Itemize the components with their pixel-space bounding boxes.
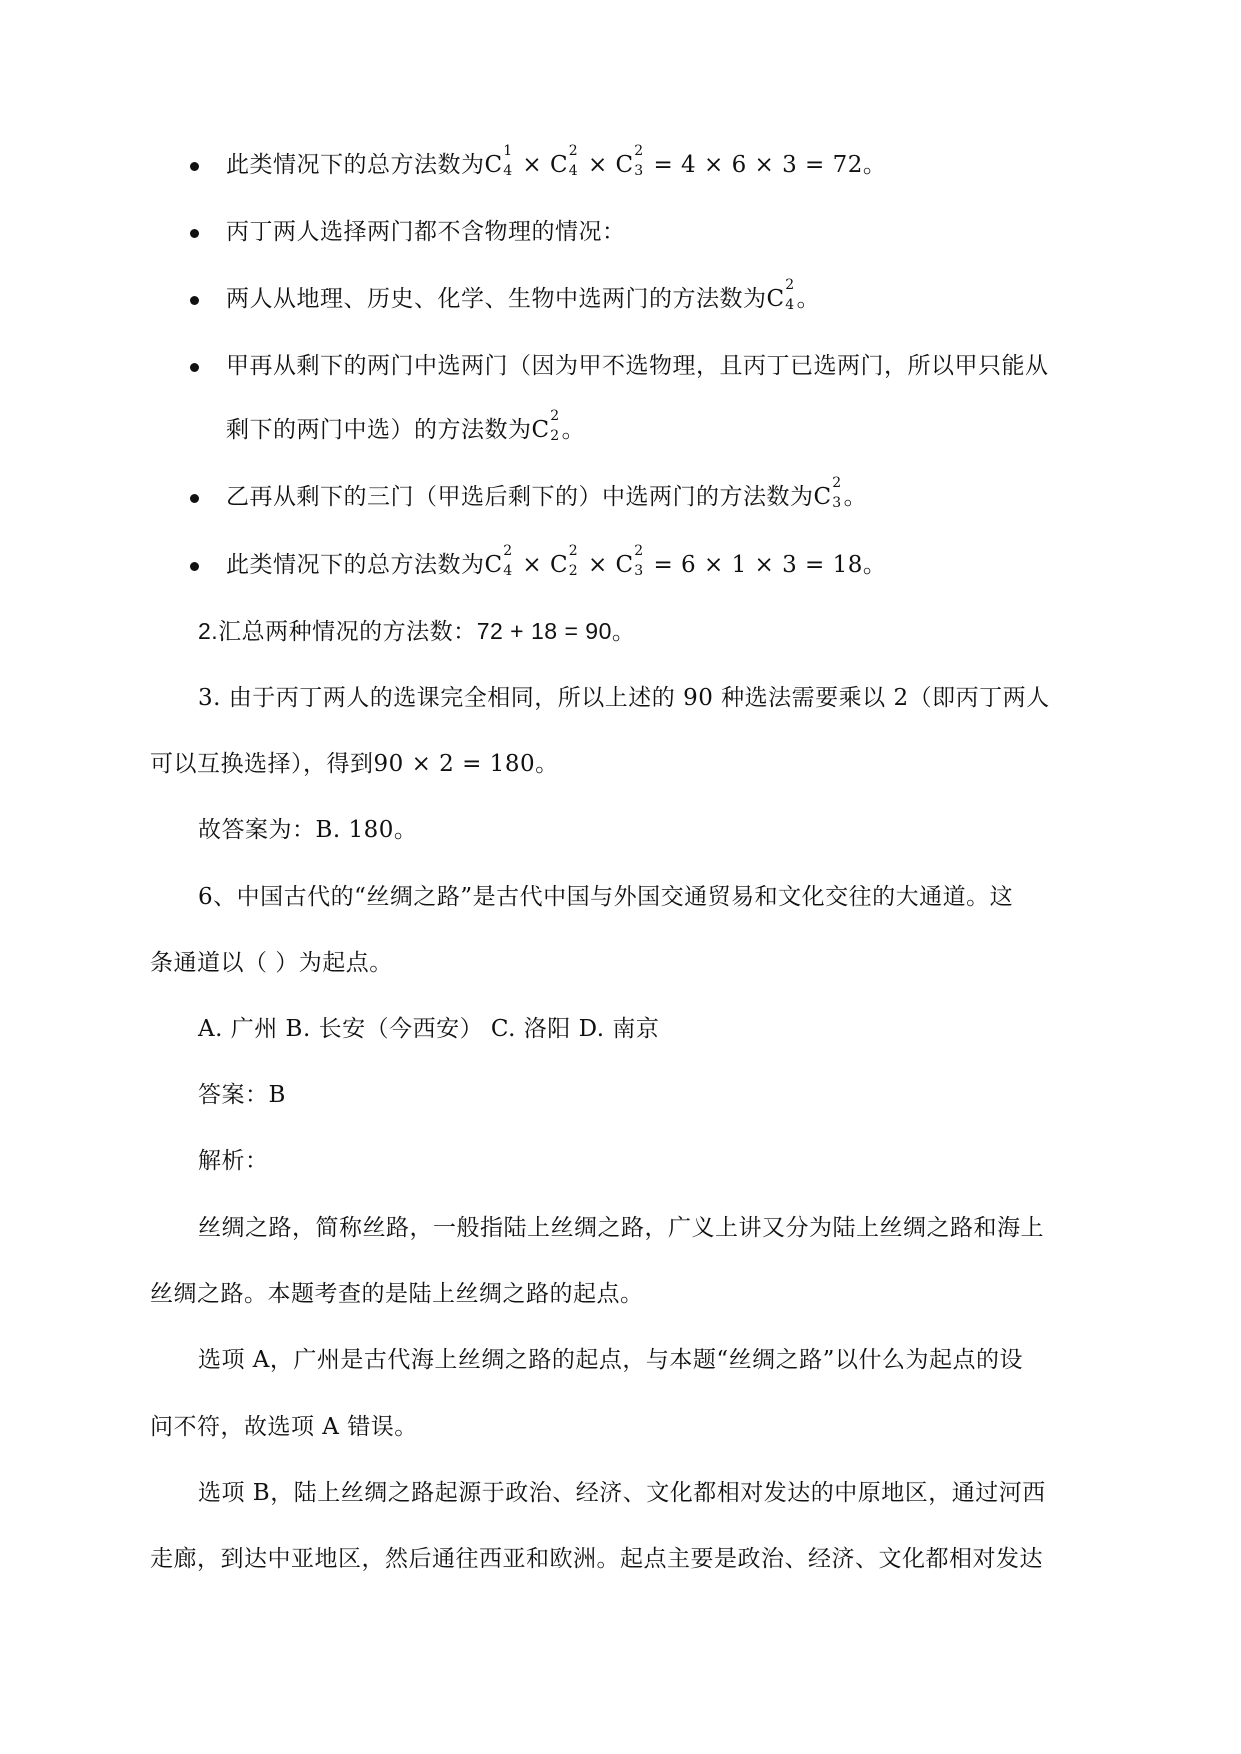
step3-line1: 3. 由于丙丁两人的选课完全相同，所以上述的 90 种选法需要乘以 2（即丙丁两人 xyxy=(198,685,1050,711)
analysis-para3-line1: 选项 B，陆上丝绸之路起源于政治、经济、文化都相对发达的中原地区，通过河西 xyxy=(198,1480,1046,1506)
combination-symbol: C 2 2 xyxy=(531,408,560,444)
bullet-total-methods-case1: 此类情况下的总方法数为C 1 4 × C 2 4 × C 2 3 = 4 × 6 × 3 = 72。 xyxy=(226,143,887,179)
math-expression: = 4 × 6 × 3 = 72 xyxy=(653,152,863,178)
previous-answer: 故答案为：B. 180。 xyxy=(198,817,418,843)
question6-options: A. 广州 B. 长安（今西安） C. 洛阳 D. 南京 xyxy=(198,1016,660,1042)
analysis-label: 解析： xyxy=(198,1148,269,1174)
combination-symbol: C 2 3 xyxy=(813,475,842,511)
bullet-marker xyxy=(190,162,199,171)
math-expression: 72 + 18 = 90 xyxy=(476,618,612,644)
question6-line2: 条通道以（ ）为起点。 xyxy=(150,950,393,976)
bullet-total-methods-case2: 此类情况下的总方法数为C 2 4 × C 2 2 × C 2 3 = 6 × 1 × 3 = 18。 xyxy=(226,543,887,579)
combination-symbol: C 2 4 xyxy=(550,143,579,179)
bullet-marker xyxy=(190,296,199,305)
bullet-jia-choose-line1: 甲再从剩下的两门中选两门（因为甲不选物理，且丙丁已选两门，所以甲只能从 xyxy=(226,353,1049,379)
combination-symbol: C 2 3 xyxy=(615,143,644,179)
combination-symbol: C 2 4 xyxy=(484,543,513,579)
combination-symbol: C 2 2 xyxy=(550,543,579,579)
analysis-para3-line2: 走廊，到达中亚地区，然后通往西亚和欧洲。起点主要是政治、经济、文化都相对发达 xyxy=(150,1546,1043,1572)
math-expression: = 6 × 1 × 3 = 18 xyxy=(653,552,863,578)
math-expression: 90 × 2 = 180 xyxy=(373,751,536,777)
analysis-para2-line1: 选项 A，广州是古代海上丝绸之路的起点，与本题“丝绸之路”以什么为起点的设 xyxy=(198,1347,1023,1373)
question6-line1: 6、中国古代的“丝绸之路”是古代中国与外国交通贸易和文化交往的大通道。这 xyxy=(198,884,1014,910)
bullet-jia-choose-line2: 剩下的两门中选）的方法数为C 2 2 。 xyxy=(226,408,586,444)
bullet-marker xyxy=(190,363,199,372)
bullet-yi-choose: 乙再从剩下的三门（甲选后剩下的）中选两门的方法数为C 2 3 。 xyxy=(226,475,868,511)
combination-symbol: C 2 3 xyxy=(615,543,644,579)
combination-symbol: C 2 4 xyxy=(766,277,795,313)
analysis-para1-line1: 丝绸之路，简称丝路，一般指陆上丝绸之路，广义上讲又分为陆上丝绸之路和海上 xyxy=(198,1215,1044,1241)
summary-paragraph: 2.汇总两种情况的方法数：72 + 18 = 90。 xyxy=(198,618,636,644)
bullet-marker xyxy=(190,494,199,503)
question6-answer: 答案：B xyxy=(198,1082,286,1108)
analysis-para1-line2: 丝绸之路。本题考查的是陆上丝绸之路的起点。 xyxy=(150,1281,644,1307)
bullet-marker xyxy=(190,229,199,238)
bullet-marker xyxy=(190,562,199,571)
analysis-para2-line2: 问不符，故选项 A 错误。 xyxy=(150,1414,418,1440)
combination-symbol: C 1 4 xyxy=(484,143,513,179)
bullet-two-people-choose: 两人从地理、历史、化学、生物中选两门的方法数为C 2 4 。 xyxy=(226,277,821,313)
bullet-case2-heading: 丙丁两人选择两门都不含物理的情况： xyxy=(226,219,626,245)
bullet-text: 此类情况下的总方法数为 xyxy=(226,152,485,178)
step3-line2: 可以互换选择），得到90 × 2 = 180。 xyxy=(150,751,559,777)
